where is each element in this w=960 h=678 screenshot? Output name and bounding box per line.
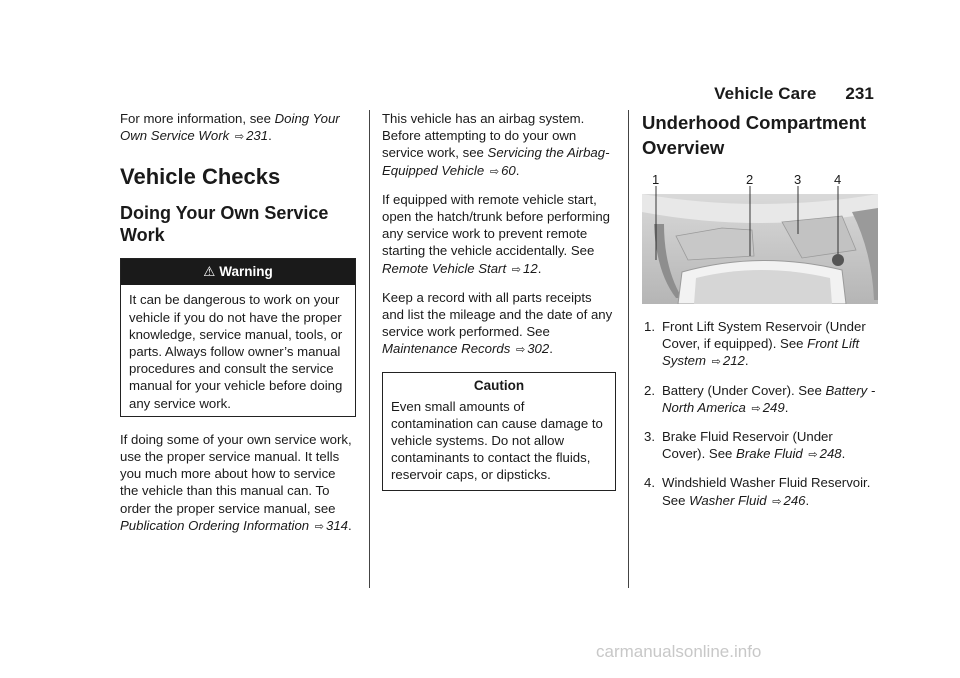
section-heading: Underhood Compartment Overview [642,112,867,158]
column-divider [628,110,629,588]
cross-reference-link[interactable]: Servicing the Airbag-Equipped Vehicle [382,145,610,178]
list-item: 3. Brake Fluid Reservoir (Under Cover). See Brake Fluid ⇨ 248. [644,429,846,462]
cross-reference-link[interactable]: Publication Ordering Information [120,517,310,533]
page-ref: 12 [523,260,538,276]
column-divider [369,110,370,588]
body-paragraph: This vehicle has an airbag system. Before attempting to do your own service work, see Servicing the Airbag-Equipped Vehicle ⇨ 60. [382,111,610,178]
cross-reference-link[interactable]: Doing Your Own Service Work [120,111,340,144]
page-ref: 246 [783,492,806,508]
page-number: 231 [845,84,874,103]
body-paragraph: If equipped with remote vehicle start, open the hatch/trunk before performing any service work to prevent remote starting the vehicle accidentally. See Remote Vehicle Start ⇨ 12. [382,191,610,276]
body-paragraph: Keep a record with all parts receipts and list the mileage and the date of any service work performed. See Maintenance Records ⇨ 302. [382,289,613,357]
warning-box [120,258,356,416]
page-ref-icon: ⇨ [515,344,526,357]
watermark: carmanualsonline.info [596,642,762,661]
page-header [714,84,874,104]
page-ref: 212 [722,353,745,369]
figure-callout: 1 [652,172,660,187]
figure-callout: 4 [834,172,842,187]
engine-bay-illustration [642,172,878,304]
warning-text: It can be dangerous to work on your vehicle if you do not have the proper knowledge, service manual, tools, or parts. Always follow owner’s manual procedures and consult the service manual for your vehicle before doing any service work. [129,292,343,411]
page-ref-icon: ⇨ [772,495,782,508]
column-1 [120,110,356,546]
body-paragraph: If doing some of your own service work, use the proper service manual. It tells you much more about how to service the vehicle than this manual can. To order the proper service manual, see Publication Ordering Information ⇨ 314. [120,431,352,533]
component-list [642,318,878,511]
list-item: 4. Windshield Washer Fluid Reservoir. See Washer Fluid ⇨ 246. [644,475,871,508]
warning-triangle-icon: ⚠ [203,264,216,280]
page-ref-icon: ⇨ [314,520,325,533]
figure-callout: 3 [794,172,802,187]
intro-paragraph: For more information, see Doing Your Own Service Work ⇨ 231. [120,111,340,144]
section-heading: Vehicle Checks [120,164,281,190]
cross-reference-link[interactable]: Washer Fluid [689,492,767,508]
page-ref: 314 [326,517,349,533]
caution-text: Even small amounts of contamination can cause damage to vehicle systems. Do not allow contaminants to contact the fluids, reservoir caps, or dipsticks. [391,398,603,483]
list-item: 1. Front Lift System Reservoir (Under Cover, if equipped). See Front Lift System ⇨ 212. [644,319,866,369]
page-ref-icon: ⇨ [808,449,818,462]
underhood-figure [642,172,878,304]
column-2 [382,110,616,501]
page-ref-icon: ⇨ [234,131,245,144]
cross-reference-link[interactable]: Battery - North America [662,382,876,415]
page-ref: 231 [246,128,269,144]
cross-reference-link[interactable]: Brake Fluid [736,446,803,462]
list-item: 2. Battery (Under Cover). See Battery - North America ⇨ 249. [644,382,876,415]
warning-header [121,259,355,285]
cross-reference-link[interactable]: Remote Vehicle Start [382,260,507,276]
cross-reference-link[interactable]: Maintenance Records [382,341,511,357]
page-ref-icon: ⇨ [711,356,721,369]
figure-callout: 2 [746,172,754,187]
section-title: Vehicle Care [714,84,817,103]
page-ref: 248 [819,446,842,462]
caution-box [382,372,616,491]
page-ref: 249 [762,399,785,415]
page-ref: 60 [501,162,516,178]
page-ref-icon: ⇨ [511,263,522,276]
page-ref-icon: ⇨ [489,165,500,178]
page-ref: 302 [527,341,550,357]
warning-label: Warning [219,264,273,280]
caution-label: Caution [473,377,525,393]
page-ref-icon: ⇨ [751,402,761,415]
subsection-heading: Doing Your Own Service Work [120,203,329,246]
cross-reference-link[interactable]: Front Lift System [662,336,860,369]
column-3 [642,110,878,521]
